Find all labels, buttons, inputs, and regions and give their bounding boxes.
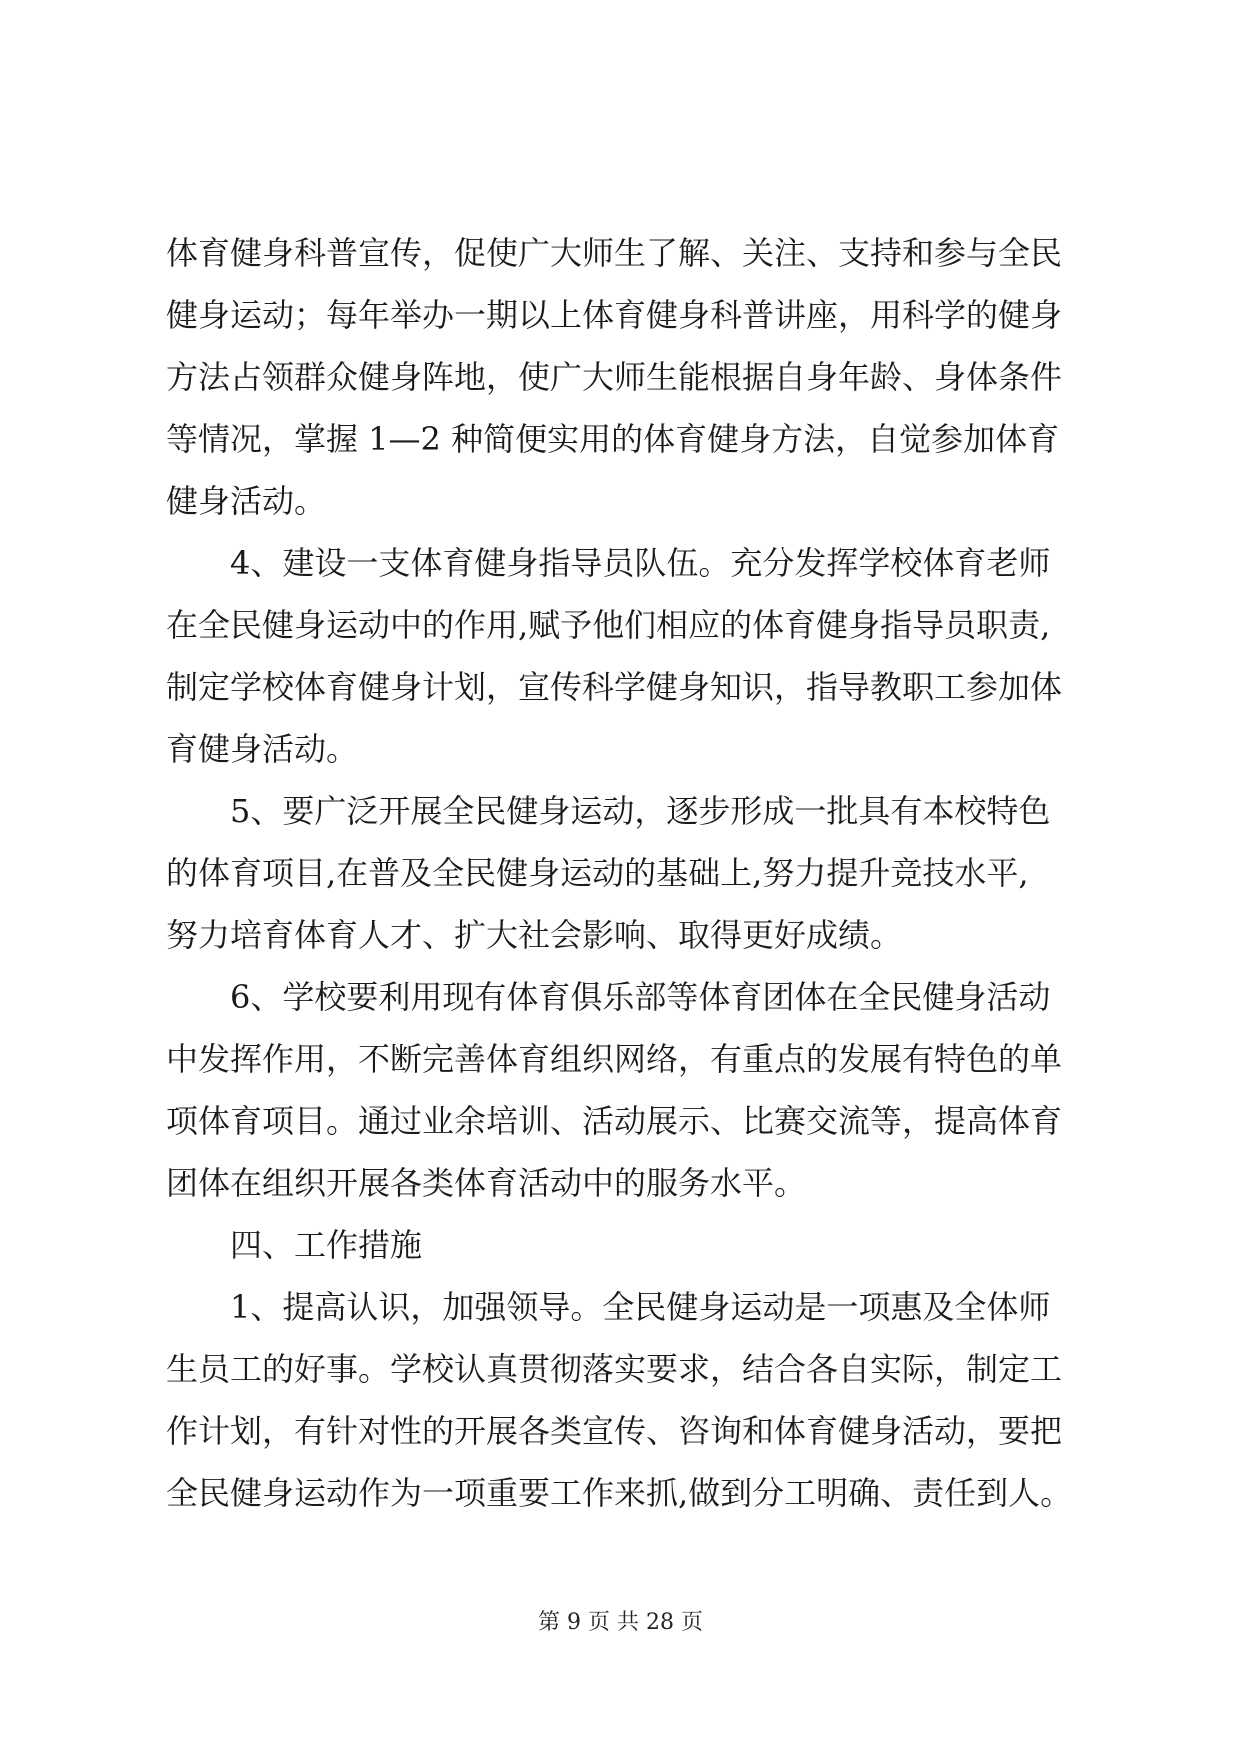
- text-line: 全民健身运动作为一项重要工作来抓,做到分工明确、责任到人。: [166, 1474, 1073, 1512]
- text-line: 生员工的好事。学校认真贯彻落实要求，结合各自实际，制定工: [166, 1350, 1063, 1388]
- text-line: 育健身活动。: [166, 730, 359, 768]
- measure-1-start: 1、提高认识，加强领导。全民健身运动是一项惠及全体师: [230, 1288, 1051, 1326]
- text-line: 体育健身科普宣传，促使广大师生了解、关注、支持和参与全民: [166, 234, 1063, 272]
- text-line: 项体育项目。通过业余培训、活动展示、比赛交流等，提高体育: [166, 1102, 1063, 1140]
- page-number-footer: 第 9 页 共 28 页: [538, 1610, 703, 1635]
- paragraph-5-start: 5、要广泛开展全民健身运动，逐步形成一批具有本校特色: [230, 792, 1051, 830]
- text-line: 方法占领群众健身阵地，使广大师生能根据自身年龄、身体条件: [166, 358, 1063, 396]
- text-line: 健身运动；每年举办一期以上体育健身科普讲座，用科学的健身: [166, 296, 1063, 334]
- text-line: 的体育项目,在普及全民健身运动的基础上,努力提升竞技水平,: [166, 854, 1029, 892]
- text-line: 等情况，掌握 1—2 种简便实用的体育健身方法，自觉参加体育: [166, 420, 1060, 458]
- text-line: 努力培育体育人才、扩大社会影响、取得更好成绩。: [166, 916, 903, 954]
- text-line: 制定学校体育健身计划，宣传科学健身知识，指导教职工参加体: [166, 668, 1063, 706]
- text-line: 作计划，有针对性的开展各类宣传、咨询和体育健身活动，要把: [166, 1412, 1063, 1450]
- paragraph-6-start: 6、学校要利用现有体育俱乐部等体育团体在全民健身活动: [230, 978, 1051, 1016]
- document-body: [166, 222, 1078, 1524]
- text-line: 中发挥作用，不断完善体育组织网络，有重点的发展有特色的单: [166, 1040, 1063, 1078]
- text-line: 团体在组织开展各类体育活动中的服务水平。: [166, 1164, 807, 1202]
- section-heading-work-measures: 四、工作措施: [230, 1226, 423, 1264]
- paragraph-4-start: 4、建设一支体育健身指导员队伍。充分发挥学校体育老师: [230, 544, 1051, 582]
- text-line: 在全民健身运动中的作用,赋予他们相应的体育健身指导员职责,: [166, 606, 1051, 644]
- text-line: 健身活动。: [166, 482, 327, 520]
